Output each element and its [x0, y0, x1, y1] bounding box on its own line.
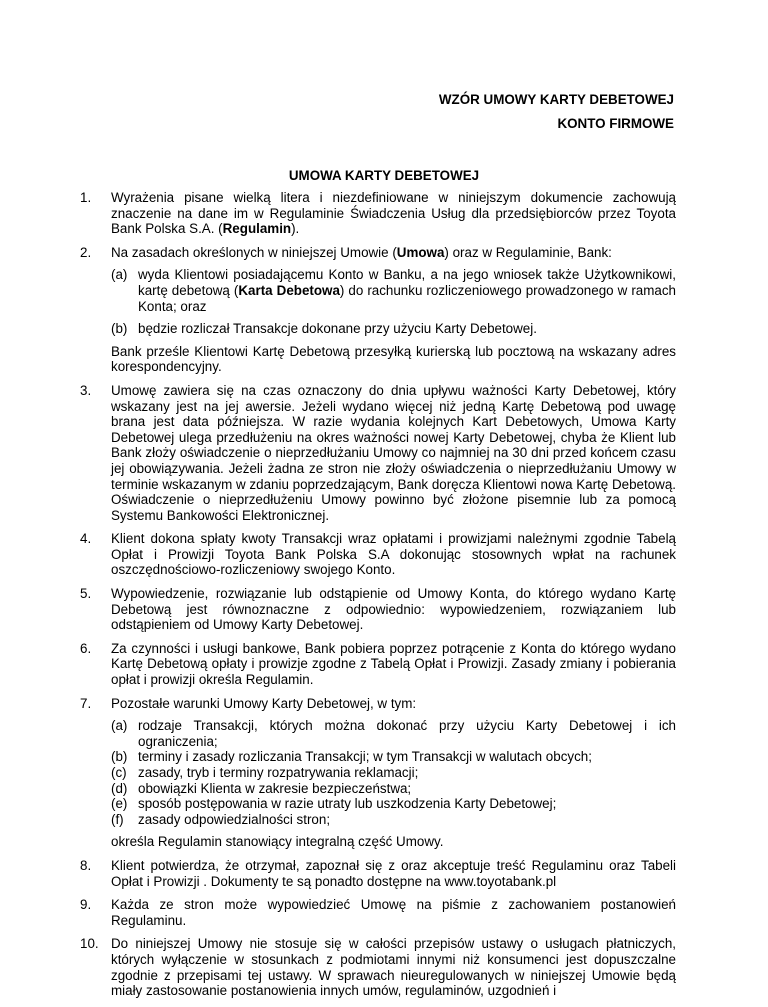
clause-number: 5. [80, 586, 92, 602]
sub-item-label: (f) [111, 811, 124, 827]
clause-text: Do niniejszej Umowy nie stosuje się w całości przepisów ustawy o usługach płatniczych, których wyłączenie w stosunkach z podmiotami innymi niż konsumenci jest dopuszczalne zgodnie z przepisami tej ustawy. W sprawach nieuregulowanych w niniejszej Umowie będą miały zastosowanie postanowienia innych umów, regulaminów, uzgodnień i [111, 936, 676, 999]
clause-1 [80, 190, 676, 237]
sub-item: (b) terminy i zasady rozliczania Transakcji; w tym Transakcji w walutach obcych; [111, 749, 592, 765]
sub-item: (b) będzie rozliczał Transakcje dokonane przy użyciu Karty Debetowej. [111, 321, 537, 337]
clause-text: Wyrażenia pisane wielką litera i niezdefiniowane w niniejszym dokumencie zachowują znaczenie na dane im w Regulaminie Świadczenia Usług dla przedsiębiorców przez Toyota Bank Polska S.A. (Regulamin). [111, 190, 676, 237]
clause-number: 7. [80, 695, 92, 711]
header-account-type: KONTO FIRMOWE [557, 116, 674, 131]
clause-text: Na zasadach określonych w niniejszej Umowie (Umowa) oraz w Regulaminie, Bank: [111, 244, 612, 260]
agreement-title: UMOWA KARTY DEBETOWEJ [288, 168, 480, 183]
agreement-body [80, 190, 676, 1007]
sub-item-label: (d) [111, 780, 128, 796]
clause-3 [80, 383, 676, 523]
sub-item: (a) rodzaje Transakcji, których można dokonać przy użyciu Karty Debetowej i ich ograniczenia; [111, 718, 676, 749]
clause-8 [80, 858, 676, 889]
clause-number: 10. [80, 936, 99, 952]
clause-text: Klient dokona spłaty kwoty Transakcji wraz opłatami i prowizjami należnymi zgodnie Tabelą Opłat i Prowizji Toyota Bank Polska S.A dokonując stosownych wpłat na rachunek oszczędnościowo-rozliczeniowy swojego Konto. [111, 531, 676, 578]
clause-number: 1. [80, 190, 92, 205]
clause-text: Pozostałe warunki Umowy Karty Debetowej, w tym: [111, 695, 417, 711]
clause-number: 8. [80, 857, 92, 873]
defined-term: Karta Debetowa [238, 282, 340, 298]
sub-item-label: (a) [111, 267, 128, 283]
clause-text: Za czynności i usługi bankowe, Bank pobiera poprzez potrącenie z Konta do którego wydano Kartę Debetową opłaty i prowizje zgodne z Tabelą Opłat i Prowizji. Zasady zmiany i pobierania opłat i prowizji określa Regulamin. [111, 640, 676, 688]
clause-number: 6. [80, 640, 92, 656]
clause-7 [80, 696, 676, 850]
clause-number: 3. [80, 382, 92, 398]
sub-item: (f) zasady odpowiedzialności stron; [111, 811, 331, 827]
clause-10 [80, 936, 676, 998]
clause-4 [80, 531, 676, 578]
clause-9 [80, 897, 676, 928]
sub-list [111, 718, 676, 827]
clause-text: Każda ze stron może wypowiedzieć Umowę na piśmie z zachowaniem postanowień Regulaminu. [111, 897, 676, 928]
clause-note: określa Regulamin stanowiący integralną część Umowy. [111, 834, 444, 850]
clause-5 [80, 586, 676, 633]
sub-item: (c) zasady, tryb i terminy rozpatrywania reklamacji; [111, 765, 419, 780]
sub-item-label: (a) [111, 718, 128, 734]
clause-2 [80, 245, 676, 375]
clause-text: Umowę zawiera się na czas oznaczony do dnia upływu ważności Karty Debetowej, który wskazany jest na jej awersie. Jeżeli wydano więcej niż jedną Kartę Debetową pod uwagę brana jest data późniejsza. W razie wydania kolejnych Kart Debetowych, Umowa Karty Debetowej ulega przedłużeniu na okres ważności nowej Karty Debetowej, chyba że Klient lub Bank złoży oświadczenie o nieprzedłużaniu Umowy co najmniej na 30 dni przed końcem czasu jej obowiązywania. Jeżeli żadna ze stron nie złoży oświadczenia o nieprzedłużaniu Umowy w terminie wskazanym w zdaniu poprzedzającym, Bank doręcza Klientowi nowa Kartę Debetową. Oświadczenie o nieprzedłużeniu Umowy powinno być złożone pisemnie lub za pomocą Systemu Bankowości Elektronicznej. [111, 382, 676, 523]
sub-item-label: (b) [111, 321, 128, 337]
clause-text: Klient potwierdza, że otrzymał, zapoznał się z oraz akceptuje treść Regulaminu oraz Tabeli Opłat i Prowizji . Dokumenty te są ponadto dostępne na www.toyotabank.pl [111, 857, 676, 889]
sub-item: (d) obowiązki Klienta w zakresie bezpieczeństwa; [111, 780, 412, 796]
sub-list [111, 267, 676, 336]
clause-number: 2. [80, 244, 92, 260]
sub-item-label: (e) [111, 796, 128, 812]
clause-6 [80, 641, 676, 688]
clause-note: Bank prześle Klientowi Kartę Debetową przesyłką kurierską lub pocztową na wskazany adres korespondencyjny. [111, 343, 676, 375]
sub-item-label: (b) [111, 749, 128, 765]
clause-text: Wypowiedzenie, rozwiązanie lub odstąpienie od Umowy Konta, do którego wydano Kartę Debetową jest równoznaczne z odpowiednio: wypowiedzeniem, rozwiązaniem lub odstąpieniem od Umowy Karty Debetowej. [111, 586, 676, 633]
header-template-title: WZÓR UMOWY KARTY DEBETOWEJ [438, 92, 674, 107]
clause-number: 4. [80, 531, 92, 547]
sub-item-label: (c) [111, 765, 127, 780]
document-header [439, 88, 674, 136]
clause-list [80, 190, 676, 999]
sub-item: (a) wyda Klientowi posiadającemu Konto w Banku, a na jego wniosek także Użytkownikowi, kartę debetową (Karta Debetowa) do rachunku rozliczeniowego prowadzonego w ramach Konta; oraz [111, 267, 676, 314]
sub-item: (e) sposób postępowania w razie utraty lub uszkodzenia Karty Debetowej; [111, 796, 557, 812]
clause-number: 9. [80, 897, 92, 913]
defined-term: Umowa [396, 244, 445, 260]
defined-term: Regulamin [222, 221, 292, 237]
